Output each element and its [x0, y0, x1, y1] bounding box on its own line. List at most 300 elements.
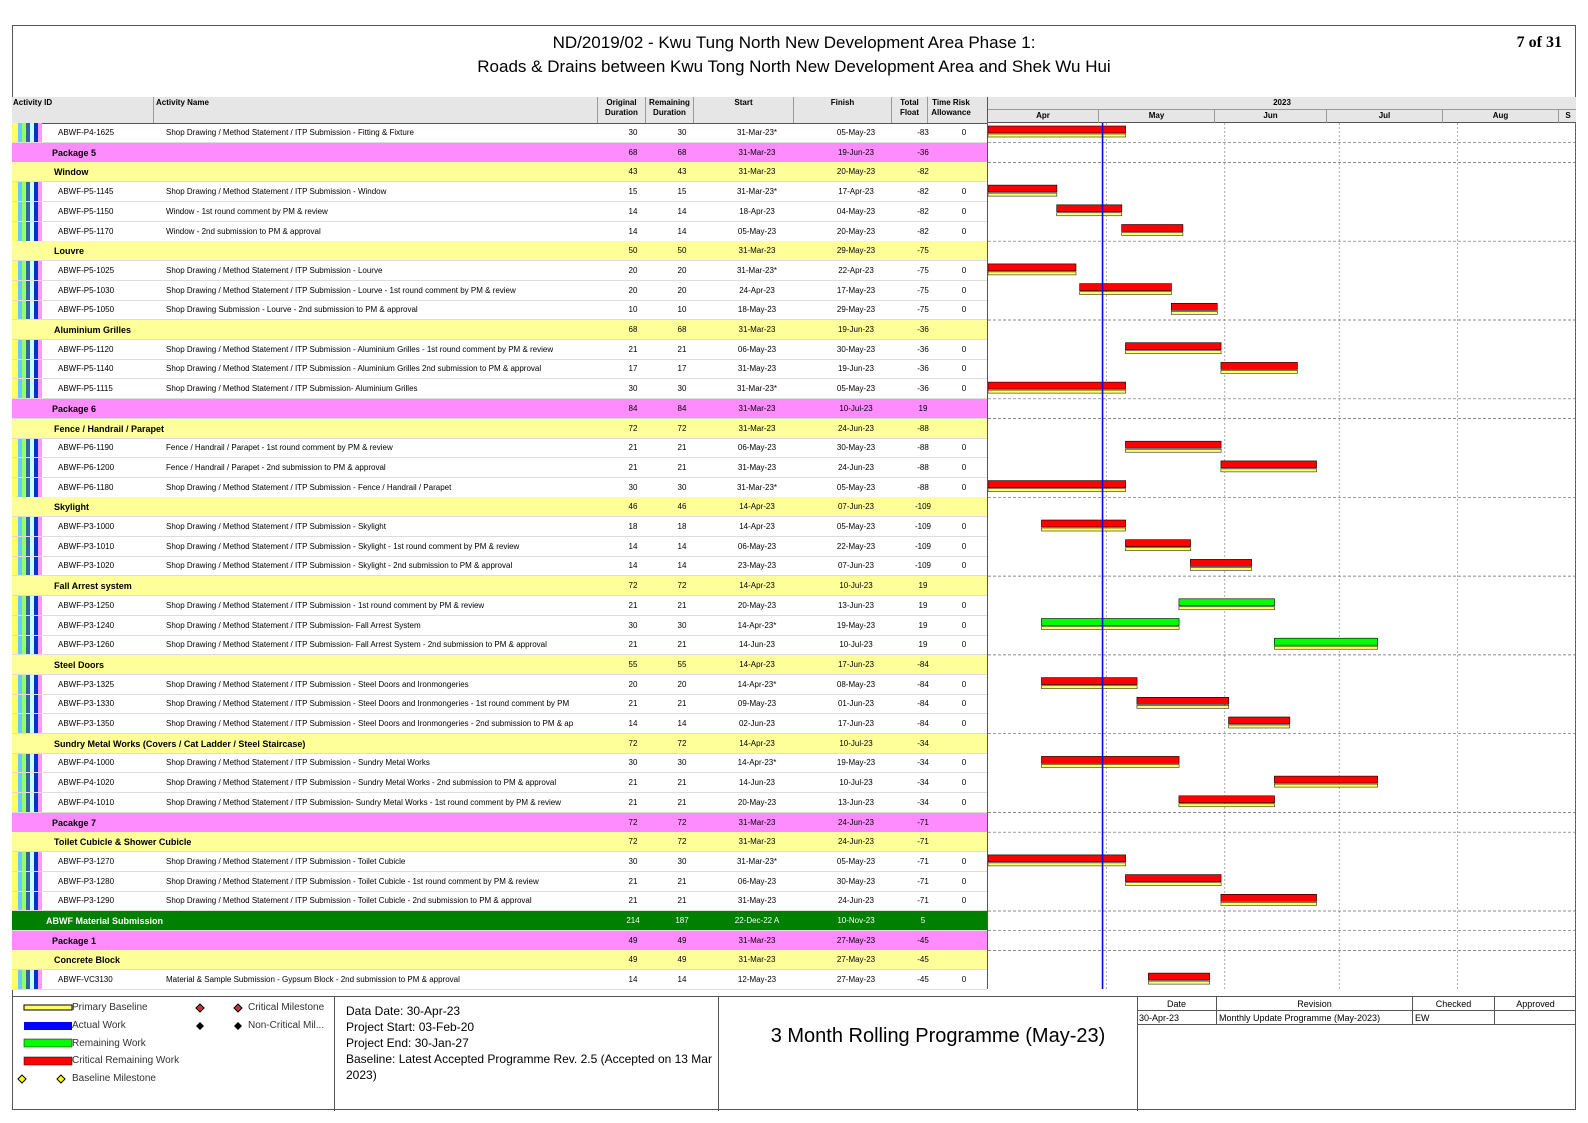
wbs-name: ABWF Material Submission — [46, 916, 164, 926]
timescale-month: Jun — [1214, 109, 1326, 123]
table-row[interactable] — [12, 753, 987, 773]
table-row[interactable] — [12, 143, 987, 163]
finish-date: 19-Jun-23 — [837, 147, 875, 157]
rev-checked: EW — [1413, 1011, 1495, 1025]
time-risk-allowance: 0 — [961, 206, 967, 216]
activity-bar — [1041, 678, 1137, 685]
original-duration: 21 — [628, 699, 638, 709]
activity-id: ABWF-P6-1180 — [58, 482, 114, 492]
project-start: Project Start: 03-Feb-20 — [346, 1020, 475, 1034]
activity-id: ABWF-P5-1145 — [58, 187, 114, 197]
remaining-duration: 30 — [677, 856, 687, 866]
finish-date: 05-May-23 — [836, 522, 876, 531]
table-row[interactable] — [12, 359, 987, 379]
baseline-bar — [1125, 548, 1190, 551]
finish-date: 29-May-23 — [836, 246, 876, 256]
activity-bar — [988, 382, 1126, 389]
total-float: -83 — [917, 128, 929, 137]
table-row[interactable] — [12, 891, 987, 911]
total-float: -71 — [917, 837, 929, 847]
table-row[interactable] — [12, 320, 987, 340]
activity-id: ABWF-P5-1120 — [58, 344, 114, 354]
title-block — [12, 25, 1576, 98]
table-row[interactable] — [12, 675, 987, 695]
remaining-duration: 21 — [677, 699, 687, 709]
table-row[interactable] — [12, 123, 987, 143]
table-row[interactable] — [12, 773, 987, 793]
original-duration: 21 — [628, 600, 638, 610]
activity-id: ABWF-P4-1020 — [58, 778, 115, 788]
activity-id: ABWF-P4-1000 — [58, 758, 115, 768]
table-row[interactable] — [12, 793, 987, 813]
activity-id: ABWF-P3-1000 — [58, 522, 115, 531]
total-float: -34 — [917, 778, 929, 788]
table-row[interactable] — [12, 162, 987, 182]
legend-non-critical-milestone: Non-Critical Mil... — [248, 1020, 325, 1031]
original-duration: 30 — [628, 856, 638, 866]
wbs-name: Steel Doors — [54, 659, 105, 670]
original-duration: 21 — [628, 778, 638, 788]
total-float: -109 — [914, 502, 931, 512]
baseline-bar — [1080, 292, 1172, 295]
time-risk-allowance: 0 — [961, 522, 967, 531]
wbs-name: Aluminium Grilles — [54, 325, 132, 335]
activity-name: Shop Drawing / Method Statement / ITP Submission- Sundry Metal Works - 1st round comment by PM & review — [166, 797, 561, 807]
time-risk-allowance: 0 — [961, 975, 967, 985]
original-duration: 20 — [628, 285, 638, 295]
baseline-bar — [1122, 233, 1183, 236]
activity-name: Shop Drawing / Method Statement / ITP Submission - Toilet Cubicle — [166, 856, 406, 866]
table-row[interactable] — [12, 970, 987, 990]
baseline-bar — [1057, 213, 1122, 216]
table-row[interactable] — [12, 635, 987, 655]
activity-id: ABWF-P6-1190 — [58, 443, 114, 453]
original-duration: 15 — [628, 187, 638, 197]
table-row[interactable] — [12, 458, 987, 478]
original-duration: 14 — [628, 226, 638, 236]
time-risk-allowance: 0 — [961, 620, 967, 630]
start-date: 18-Apr-23 — [739, 206, 775, 216]
remaining-duration: 84 — [677, 403, 687, 413]
time-risk-allowance: 0 — [961, 856, 967, 866]
activity-bar — [1274, 776, 1377, 783]
table-row[interactable] — [12, 616, 987, 636]
finish-date: 13-Jun-23 — [837, 600, 875, 610]
activity-id: ABWF-P4-1625 — [58, 128, 115, 137]
remaining-duration: 46 — [677, 502, 687, 512]
remaining-duration: 15 — [677, 187, 687, 197]
remaining-duration: 21 — [677, 462, 687, 472]
table-row[interactable] — [12, 576, 987, 596]
original-duration: 72 — [628, 837, 638, 847]
start-date: 14-Apr-23 — [739, 502, 775, 512]
original-duration: 21 — [628, 462, 638, 472]
start-date: 14-Apr-23* — [737, 679, 777, 689]
finish-date: 05-May-23 — [836, 482, 876, 492]
activity-name: Shop Drawing / Method Statement / ITP Submission - Skylight - 2nd submission to PM & approval — [166, 561, 513, 571]
remaining-duration: 18 — [677, 522, 687, 531]
remaining-duration: 72 — [677, 581, 687, 591]
original-duration: 72 — [628, 738, 638, 748]
remaining-duration: 14 — [677, 541, 687, 551]
original-duration: 50 — [628, 246, 638, 256]
col-finish[interactable]: Finish — [794, 97, 892, 123]
finish-date: 29-May-23 — [836, 305, 876, 315]
remaining-duration: 49 — [677, 935, 687, 945]
start-date: 31-Mar-23* — [736, 856, 777, 866]
table-row[interactable] — [12, 419, 987, 439]
start-date: 02-Jun-23 — [738, 719, 776, 728]
remaining-duration: 68 — [677, 147, 687, 157]
remaining-duration: 30 — [677, 620, 687, 630]
baseline-bar — [1221, 469, 1317, 472]
finish-date: 24-Jun-23 — [837, 837, 875, 847]
original-duration: 14 — [628, 975, 638, 985]
table-row[interactable] — [12, 281, 987, 301]
activity-bar — [1125, 441, 1221, 448]
baseline-bar — [1125, 883, 1221, 886]
finish-date: 07-Jun-23 — [837, 561, 875, 571]
finish-date: 04-May-23 — [836, 206, 876, 216]
start-date: 14-Apr-23 — [739, 522, 775, 531]
total-float: -45 — [917, 935, 929, 945]
original-duration: 20 — [628, 265, 638, 275]
activity-bar — [1041, 756, 1179, 763]
remaining-duration: 14 — [677, 226, 687, 236]
table-row[interactable] — [12, 813, 987, 833]
rev-col-date: Date — [1137, 997, 1217, 1011]
activity-bar — [1041, 619, 1179, 626]
activity-id: ABWF-P5-1140 — [58, 364, 114, 374]
col-start[interactable]: Start — [694, 97, 794, 123]
activity-name: Window - 2nd submission to PM & approval — [166, 226, 321, 236]
timescale-month: S — [1558, 109, 1577, 123]
activity-name: Shop Drawing / Method Statement / ITP Submission - Lourve - 1st round comment by PM & review — [166, 285, 516, 295]
gantt-svg — [988, 123, 1576, 989]
finish-date: 10-Jul-23 — [839, 581, 873, 591]
wbs-name: Concrete Block — [54, 955, 121, 966]
start-date: 06-May-23 — [737, 344, 777, 354]
table-row[interactable] — [12, 497, 987, 517]
wbs-name: Sundry Metal Works (Covers / Cat Ladder / Steel Staircase) — [54, 738, 306, 749]
time-risk-allowance: 0 — [961, 226, 967, 236]
original-duration: 49 — [628, 955, 638, 965]
time-risk-allowance: 0 — [961, 187, 967, 197]
total-float: -88 — [917, 443, 929, 453]
wbs-name: Skylight — [54, 502, 90, 513]
table-row[interactable] — [12, 832, 987, 852]
activity-bar — [1122, 225, 1183, 232]
finish-date: 10-Jul-23 — [839, 403, 873, 413]
activity-name: Shop Drawing / Method Statement / ITP Submission- Fall Arrest System — [166, 620, 421, 630]
total-float: -84 — [917, 699, 929, 709]
start-date: 23-May-23 — [737, 561, 777, 571]
activity-bar — [1274, 638, 1377, 645]
start-date: 31-Mar-23* — [736, 384, 777, 394]
total-float: -34 — [917, 738, 929, 748]
start-date: 20-May-23 — [737, 797, 777, 807]
original-duration: 46 — [628, 502, 638, 512]
col-time-risk[interactable]: Time Risk Allowance — [931, 98, 971, 117]
table-row[interactable] — [12, 911, 987, 931]
time-risk-allowance: 0 — [961, 305, 967, 315]
activity-name: Shop Drawing / Method Statement / ITP Submission - Lourve — [166, 265, 383, 275]
activity-bar — [1125, 343, 1221, 350]
table-row[interactable] — [12, 379, 987, 399]
table-row[interactable] — [12, 517, 987, 537]
start-date: 22-Dec-22 A — [734, 916, 780, 925]
table-row[interactable] — [12, 537, 987, 557]
total-float: -109 — [914, 522, 931, 531]
start-date: 14-Apr-23 — [739, 581, 775, 591]
activity-id: ABWF-P4-1010 — [58, 797, 115, 807]
activity-id: ABWF-P3-1290 — [58, 896, 115, 906]
finish-date: 19-Jun-23 — [837, 325, 875, 334]
gantt-chart — [987, 123, 1576, 989]
activity-bar — [1125, 875, 1221, 882]
original-duration: 30 — [628, 620, 638, 630]
time-risk-allowance: 0 — [961, 640, 967, 650]
table-row[interactable] — [12, 438, 987, 458]
total-float: -36 — [917, 384, 929, 394]
remaining-duration: 21 — [677, 896, 687, 906]
finish-date: 10-Nov-23 — [837, 916, 875, 925]
legend-primary-baseline: Primary Baseline — [72, 1002, 148, 1013]
activity-id: ABWF-P5-1025 — [58, 265, 115, 275]
table-row[interactable] — [12, 734, 987, 754]
activity-name: Material & Sample Submission - Gypsum Block - 2nd submission to PM & approval — [166, 975, 460, 985]
start-date: 31-Mar-23 — [738, 837, 776, 847]
col-total-float[interactable]: Total Float — [892, 97, 928, 123]
total-float: 19 — [918, 620, 928, 630]
time-risk-allowance: 0 — [961, 797, 967, 807]
original-duration: 21 — [628, 443, 638, 453]
baseline-bar — [1041, 528, 1125, 531]
total-float: -84 — [917, 719, 929, 728]
activity-bar — [1221, 461, 1317, 468]
baseline-bar — [1041, 686, 1137, 689]
title-line-2: Roads & Drains between Kwu Tong North New Development Area and Shek Wu Hui — [477, 57, 1111, 76]
baseline-bar — [1148, 981, 1209, 984]
start-date: 06-May-23 — [737, 443, 777, 453]
activity-id: ABWF-P5-1115 — [58, 384, 113, 394]
table-row[interactable] — [12, 556, 987, 576]
col-remaining-duration[interactable]: Remaining Duration — [646, 97, 694, 123]
original-duration: 21 — [628, 344, 638, 354]
remaining-duration: 10 — [677, 305, 687, 315]
activity-bar — [1229, 717, 1290, 724]
footer — [12, 996, 1576, 1111]
finish-date: 30-May-23 — [836, 876, 876, 886]
activity-id: ABWF-P3-1325 — [58, 679, 115, 689]
baseline-bar — [1221, 902, 1317, 905]
activity-bar — [988, 264, 1076, 271]
time-risk-allowance: 0 — [961, 364, 967, 374]
finish-date: 10-Jul-23 — [839, 640, 873, 650]
table-row[interactable] — [12, 931, 987, 951]
table-row[interactable] — [12, 655, 987, 675]
activity-name: Shop Drawing / Method Statement / ITP Submission - Toilet Cubicle - 2nd submission to PM & approval — [166, 896, 532, 906]
activity-bar — [988, 126, 1126, 133]
remaining-duration: 21 — [677, 344, 687, 354]
total-float: -75 — [917, 246, 929, 256]
original-duration: 14 — [628, 561, 638, 571]
table-row[interactable] — [12, 478, 987, 498]
table-row[interactable] — [12, 852, 987, 872]
start-date: 06-May-23 — [737, 876, 777, 886]
finish-date: 20-May-23 — [836, 226, 876, 236]
table-row[interactable] — [12, 261, 987, 281]
gantt-timescale — [987, 97, 1576, 123]
start-date: 31-May-23 — [737, 896, 777, 906]
wbs-name: Package 5 — [52, 147, 97, 158]
rev-col-revision: Revision — [1217, 997, 1413, 1011]
baseline-bar — [988, 193, 1057, 196]
remaining-duration: 21 — [677, 443, 687, 453]
start-date: 31-Mar-23 — [738, 147, 776, 157]
finish-date: 27-May-23 — [836, 935, 876, 945]
col-activity-name[interactable]: Activity Name — [154, 97, 598, 123]
total-float: 19 — [918, 640, 928, 650]
original-duration: 20 — [628, 679, 638, 689]
finish-date: 19-Jun-23 — [837, 364, 875, 374]
timescale-year: 2023 — [988, 97, 1576, 110]
remaining-duration: 50 — [677, 246, 687, 256]
start-date: 09-May-23 — [737, 699, 777, 709]
finish-date: 08-May-23 — [836, 679, 876, 689]
original-duration: 30 — [628, 758, 638, 768]
total-float: -71 — [917, 817, 929, 827]
total-float: 19 — [918, 581, 928, 591]
table-row[interactable] — [12, 202, 987, 222]
baseline-bar — [1274, 646, 1377, 649]
table-row[interactable] — [12, 714, 987, 734]
table-row[interactable] — [12, 241, 987, 261]
original-duration: 72 — [628, 581, 638, 591]
remaining-duration: 187 — [675, 916, 689, 925]
total-float: -45 — [917, 975, 929, 985]
total-float: -88 — [917, 423, 929, 433]
remaining-duration: 55 — [677, 659, 687, 669]
table-row[interactable] — [12, 694, 987, 714]
start-date: 31-Mar-23* — [736, 128, 777, 137]
remaining-duration: 14 — [677, 561, 687, 571]
total-float: -82 — [917, 226, 929, 236]
original-duration: 10 — [628, 305, 638, 315]
activity-name: Shop Drawing / Method Statement / ITP Submission - Toilet Cubicle - 1st round comment by PM & review — [166, 876, 539, 886]
total-float: -75 — [917, 265, 929, 275]
activity-name: Shop Drawing / Method Statement / ITP Submission - Sundry Metal Works — [166, 758, 430, 768]
finish-date: 24-Jun-23 — [837, 423, 875, 433]
table-row[interactable] — [12, 182, 987, 202]
original-duration: 17 — [628, 364, 638, 374]
start-date: 31-May-23 — [737, 364, 777, 374]
original-duration: 21 — [628, 876, 638, 886]
activity-id: ABWF-P6-1200 — [58, 462, 115, 472]
baseline-bar — [1179, 607, 1275, 610]
total-float: -71 — [917, 856, 929, 866]
wbs-name: Window — [54, 167, 89, 178]
activity-id: ABWF-P5-1150 — [58, 206, 114, 216]
activity-id: ABWF-VC3130 — [58, 975, 113, 985]
original-duration: 72 — [628, 423, 638, 433]
total-float: -82 — [917, 187, 929, 197]
baseline-info: Baseline: Latest Accepted Programme Rev. 2.5 (Accepted on 13 Mar 2023) — [346, 1052, 712, 1082]
start-date: 31-Mar-23* — [736, 187, 777, 197]
remaining-duration: 72 — [677, 423, 687, 433]
baseline-bar — [1171, 311, 1217, 314]
activity-name: Shop Drawing / Method Statement / ITP Submission - 1st round comment by PM & review — [166, 600, 485, 610]
baseline-bar — [988, 489, 1126, 492]
table-row[interactable] — [12, 596, 987, 616]
original-duration: 21 — [628, 797, 638, 807]
time-risk-allowance: 0 — [961, 896, 967, 906]
table-row[interactable] — [12, 300, 987, 320]
activity-bar — [1179, 599, 1275, 606]
column-header — [12, 97, 987, 124]
col-activity-id[interactable]: Activity ID — [12, 97, 154, 123]
activity-name: Shop Drawing / Method Statement / ITP Submission - Window — [166, 187, 387, 197]
original-duration: 14 — [628, 541, 638, 551]
remaining-duration: 30 — [677, 128, 687, 137]
original-duration: 30 — [628, 482, 638, 492]
start-date: 24-Apr-23 — [739, 285, 775, 295]
finish-date: 19-May-23 — [836, 620, 876, 630]
start-date: 31-Mar-23 — [738, 403, 776, 413]
table-row[interactable] — [12, 872, 987, 892]
activity-id: ABWF-P3-1020 — [58, 561, 115, 571]
original-duration: 14 — [628, 206, 638, 216]
activity-bar — [1137, 697, 1229, 704]
start-date: 14-Apr-23 — [739, 738, 775, 748]
time-risk-allowance: 0 — [961, 482, 967, 492]
baseline-bar — [1137, 705, 1229, 708]
remaining-duration: 14 — [677, 719, 687, 728]
table-row[interactable] — [12, 340, 987, 360]
activity-name: Shop Drawing / Method Statement / ITP Submission - Skylight - 1st round comment by PM & review — [166, 541, 520, 551]
table-row[interactable] — [12, 222, 987, 242]
remaining-duration: 72 — [677, 817, 687, 827]
finish-date: 05-May-23 — [836, 128, 876, 137]
wbs-name: Toilet Cubicle & Shower Cubicle — [54, 837, 192, 848]
baseline-bar — [1041, 627, 1179, 630]
start-date: 14-Jun-23 — [738, 778, 776, 788]
timescale-month: Aug — [1442, 109, 1558, 123]
remaining-duration: 49 — [677, 955, 687, 965]
finish-date: 22-May-23 — [836, 541, 876, 551]
programme-title: 3 Month Rolling Programme (May-23) — [770, 1025, 1106, 1047]
baseline-bar — [988, 390, 1126, 393]
wbs-name: Pacakge 7 — [52, 817, 97, 828]
start-date: 31-Mar-23 — [738, 167, 776, 177]
revision-table — [1137, 997, 1563, 1111]
activity-id: ABWF-P3-1240 — [58, 620, 115, 630]
original-duration: 214 — [626, 916, 640, 925]
baseline-bar — [988, 134, 1126, 137]
remaining-duration: 14 — [677, 206, 687, 216]
baseline-bar — [988, 863, 1126, 866]
time-risk-allowance: 0 — [961, 128, 967, 137]
table-row[interactable] — [12, 399, 987, 419]
remaining-duration: 30 — [677, 482, 687, 492]
original-duration: 43 — [628, 167, 638, 177]
finish-date: 27-May-23 — [836, 955, 876, 965]
col-original-duration[interactable]: Original Duration — [598, 97, 646, 123]
timescale-month: May — [1098, 109, 1214, 123]
title-line-1: ND/2019/02 - Kwu Tung North New Development Area Phase 1: — [552, 33, 1036, 52]
table-row[interactable] — [12, 950, 987, 970]
total-float: 5 — [920, 916, 926, 925]
